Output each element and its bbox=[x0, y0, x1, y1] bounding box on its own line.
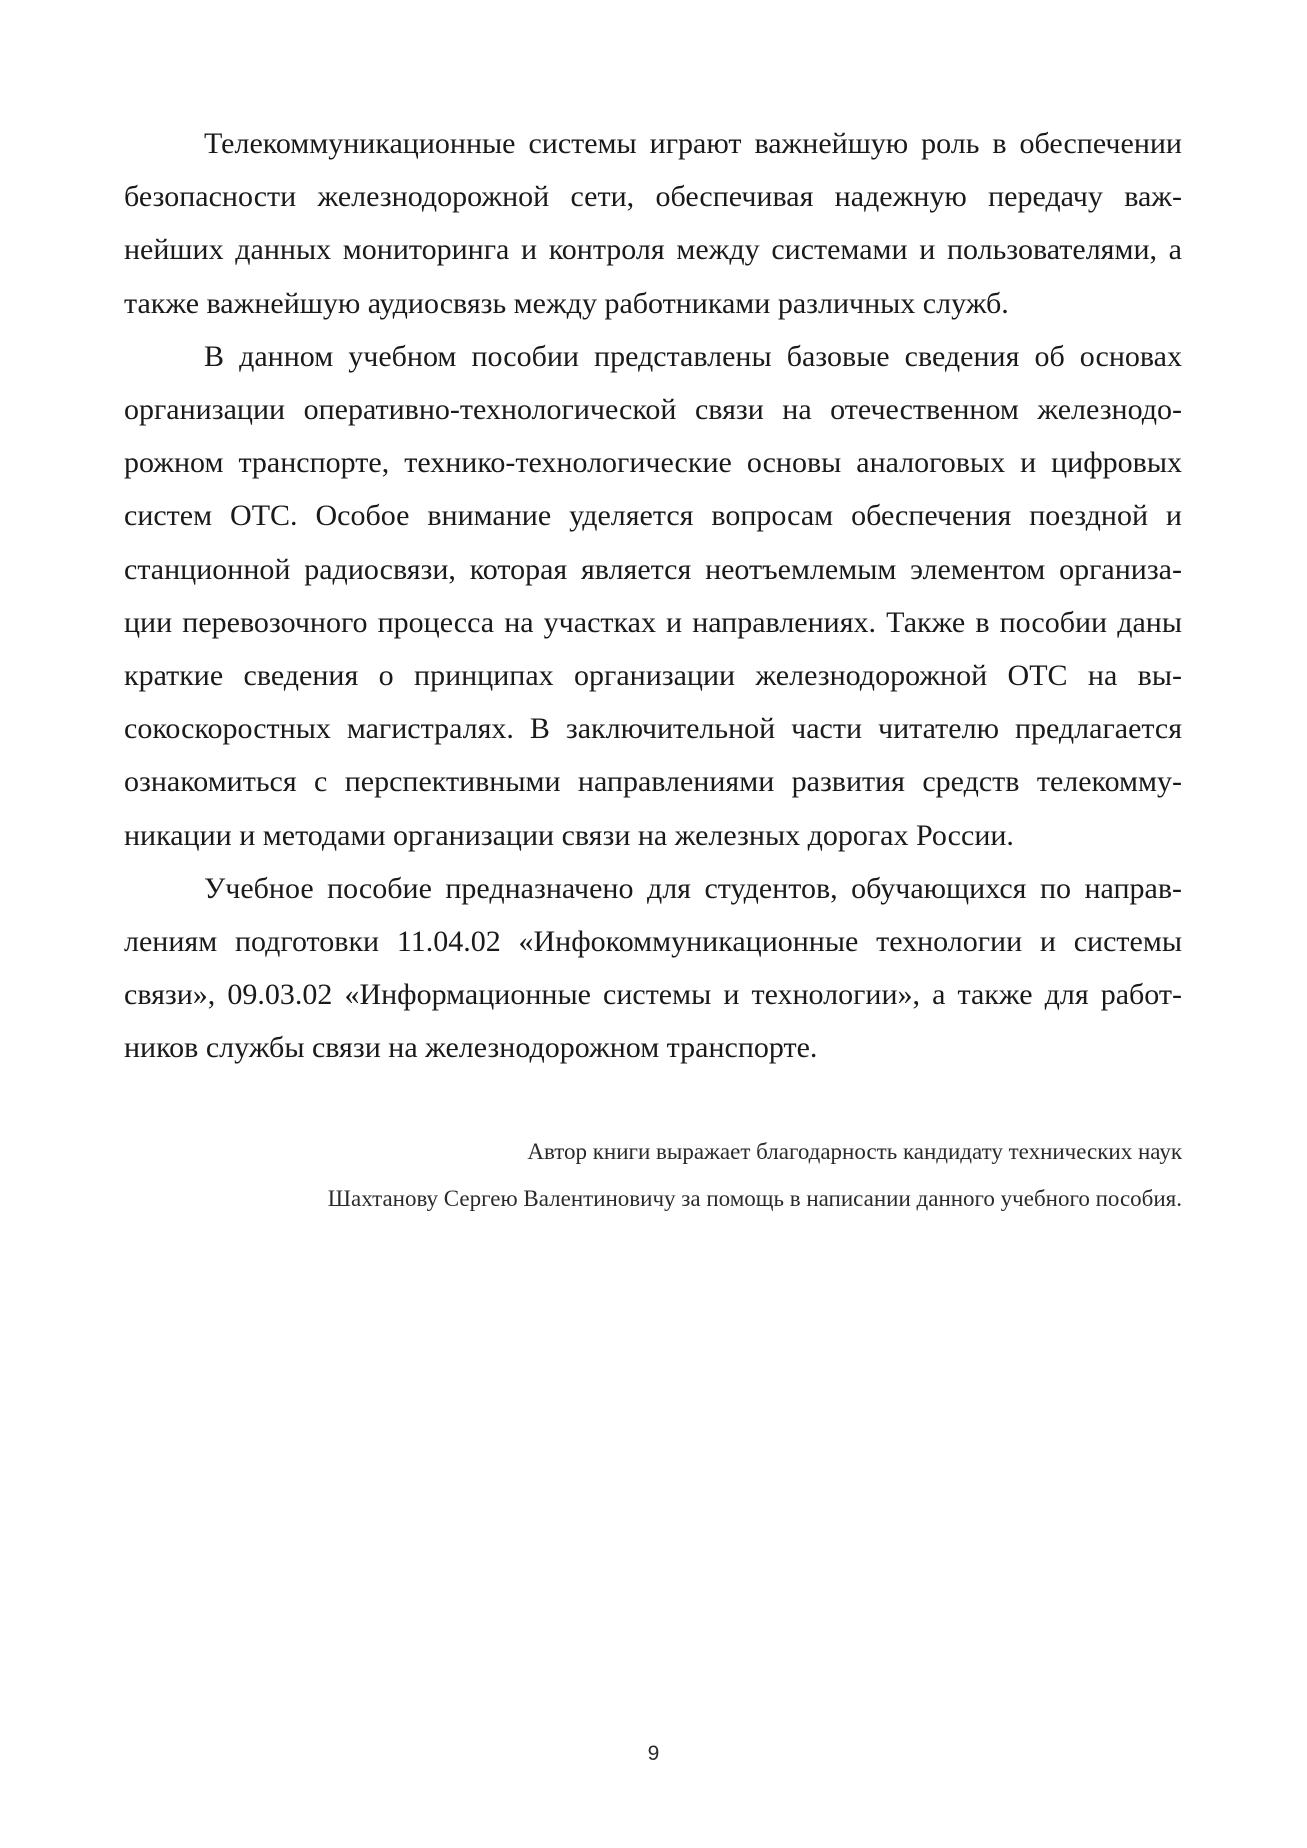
acknowledgement bbox=[124, 1128, 1182, 1222]
paragraph-audience: Учебное пособие предназначено для студентов, обучающихся по направлениям подготовки 11.04.02 «Инфокоммуникационные технологии и системы связи», 09.03.02 «Информационные системы и технологии», а также для работников службы связи на железнодорожном транспорте. bbox=[124, 871, 1182, 1065]
paragraph-telecom-role: Телекоммуникационные системы играют важнейшую роль в обеспечении безопасности железнодорожной сети, обеспечивая надежную передачу важнейших данных мониторинга и контроля между системами и пользователями, а также важнейшую аудиосвязь между работниками различных служб. bbox=[124, 127, 1182, 320]
acknowledgement-line-1: Автор книги выражает благодарность кандидату технических наук bbox=[527, 1139, 1182, 1164]
main-text bbox=[124, 117, 1182, 1075]
paragraph-manual-contents: В данном учебном пособии представлены базовые сведения об основах организации оперативно-технологической связи на отечественном железнодорожном транспорте, технико-технологические основы аналоговых и цифровых систем ОТС. Особое внимание уделяется вопросам обеспечения поездной и станционной радиосвязи, которая является неотъемлемым элементом организации перевозочного процесса на участках и направлениях. Также в пособии даны краткие сведения о принципах организации железнодорожной ОТС на высокоскоростных магистралях. В заключительной части читателю предлагается ознакомиться с перспективными направлениями развития средств телекоммуникации и методами организации связи на железных дорогах России. bbox=[124, 339, 1182, 852]
acknowledgement-line-2: Шахтанову Сергею Валентиновичу за помощь в написании данного учебного пособия. bbox=[327, 1186, 1182, 1211]
page-number: 9 bbox=[647, 1742, 660, 1765]
